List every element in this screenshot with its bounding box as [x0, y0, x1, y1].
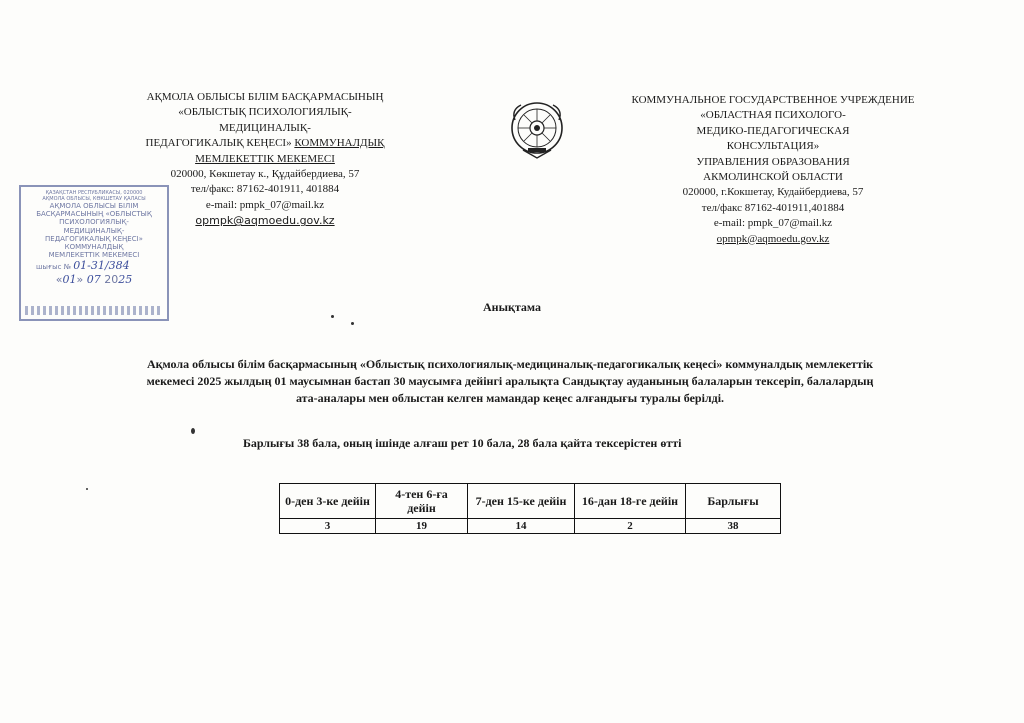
stamp-line: КОММУНАЛДЫҚ	[64, 243, 124, 252]
header-left-line: «ОБЛЫСТЫҚ ПСИХОЛОГИЯЛЫҚ-	[178, 106, 352, 119]
header-left-email: e-mail: pmpk_07@mail.kz	[205, 198, 325, 211]
stamp-number-value: 01-31/384	[73, 259, 130, 273]
header-right-website[interactable]: opmpk@aqmoedu.gov.kz	[716, 232, 830, 245]
header-right-line: КОНСУЛЬТАЦИЯ»	[726, 140, 820, 153]
table-cell: 3	[280, 519, 376, 534]
document-body: Ақмола облысы білім басқармасының «Облыстық психологиялық-медициналық-педагогикалық кеңесі» коммуналдық мемлекеттік мекемесі 2025 жылдың 01 маусымнан бастап 30 маусымға дейінгі аралықта Сандықтау ауданының балаларын тексеріп, балалардың ата-аналары мен облыстан келген мамандар кеңес алғандығы туралы берілді.	[146, 357, 874, 405]
stamp-line: МЕМЛЕКЕТТІК МЕКЕМЕСІ	[48, 251, 140, 260]
stamp-date-month: 07	[86, 273, 101, 287]
stamp-line: ҚАЗАҚСТАН РЕСПУБЛИКАСЫ, 020000	[45, 190, 143, 196]
scan-speck	[331, 315, 334, 318]
table-header-cell: 4-тен 6-ға дейін	[376, 484, 468, 519]
header-right-line: УПРАВЛЕНИЯ ОБРАЗОВАНИЯ	[696, 155, 850, 168]
header-left-website[interactable]: opmpk@aqmoedu.gov.kz	[195, 214, 335, 228]
table-cell: 38	[686, 519, 781, 534]
header-left-line	[120, 136, 410, 151]
table-header-cell: Барлығы	[686, 484, 781, 519]
header-left-line: АҚМОЛА ОБЛЫСЫ БІЛІМ БАСҚАРМАСЫНЫҢ	[146, 91, 384, 103]
table-row	[280, 519, 781, 534]
scan-speck	[86, 488, 88, 490]
table-cell: 19	[376, 519, 468, 534]
table-header-cell: 0-ден 3-ке дейін	[280, 484, 376, 519]
stamp-date: «01» 07 2025	[55, 273, 133, 287]
header-right-address: 020000, г.Кокшетау, Кудайбердиева, 57	[682, 186, 864, 199]
stamp-number-label: шығыс №	[36, 263, 71, 272]
header-right-line: МЕДИКО-ПЕДАГОГИЧЕСКАЯ	[696, 124, 850, 137]
header-left-address: 020000, Көкшетау к., Құдайбердиева, 57	[170, 168, 360, 181]
table-cell: 2	[575, 519, 686, 534]
stamp-line: МЕДИЦИНАЛЫҚ-	[63, 226, 125, 235]
stamp-line: АҚМОЛА ОБЛЫСЫ БІЛІМ	[49, 202, 139, 210]
stamp-line: ПСИХОЛОГИЯЛЫҚ-	[59, 218, 129, 227]
document-summary: Барлығы 38 бала, оның ішінде алғаш рет 10 бала, 28 бала қайта тексерістен өтті	[243, 436, 682, 450]
header-left-line4a: ПЕДАГОГИКАЛЫҚ КЕҢЕСІ»	[145, 137, 292, 150]
header-right-line: АКМОЛИНСКОЙ ОБЛАСТИ	[703, 171, 843, 184]
header-left-phone: тел/факс: 87162-401911, 401884	[190, 183, 340, 196]
header-right-line: «ОБЛАСТНАЯ ПСИХОЛОГО-	[700, 109, 846, 122]
stamp-date-year-suffix: 25	[118, 273, 133, 287]
header-right-email: e-mail: pmpk_07@mail.kz	[713, 217, 833, 230]
header-right-russian	[618, 93, 928, 247]
header-left-line: МЕДИЦИНАЛЫҚ-	[219, 121, 311, 134]
header-left-line4b: КОММУНАЛДЫҚ	[294, 137, 385, 150]
header-left-line: МЕМЛЕКЕТТІК МЕКЕМЕСІ	[195, 152, 335, 165]
state-emblem-icon	[509, 100, 565, 160]
stamp-line: БАСҚАРМАСЫНЫҢ «ОБЛЫСТЫҚ	[36, 210, 152, 219]
stamp-date-year-prefix: 20	[104, 273, 119, 287]
stamp-line: ПЕДАГОГИКАЛЫҚ КЕҢЕСІ»	[45, 234, 143, 243]
table-header-row	[280, 484, 781, 519]
age-stats-table	[279, 483, 781, 534]
stamp-line: АҚМОЛА ОБЛЫСЫ, КӨКШЕТАУ ҚАЛАСЫ	[42, 196, 146, 202]
table-header-cell: 7-ден 15-ке дейін	[468, 484, 575, 519]
document-title: Анықтама	[483, 300, 541, 314]
header-right-line: КОММУНАЛЬНОЕ ГОСУДАРСТВЕННОЕ УЧРЕЖДЕНИЕ	[631, 94, 915, 106]
scan-speck	[351, 322, 354, 325]
scan-speck	[191, 428, 195, 434]
stamp-outgoing-number	[24, 260, 164, 273]
table-cell: 14	[468, 519, 575, 534]
stamp-date-day: 01	[62, 273, 77, 287]
header-right-phone: тел/факс 87162-401911,401884	[701, 201, 845, 214]
table-header-cell: 16-дан 18-ге дейін	[575, 484, 686, 519]
